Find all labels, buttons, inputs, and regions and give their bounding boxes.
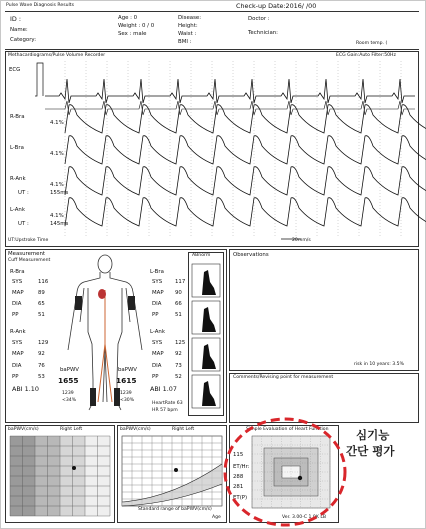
heart-rate-line2: HR 57 bpm (152, 408, 178, 413)
r-bra-label: R-Bra (10, 269, 25, 275)
r-ank-map-value: 92 (38, 351, 45, 357)
l-bapwv-label: baPWV (118, 367, 137, 373)
observations-title: Observations (233, 252, 269, 258)
waist-field: Waist : (178, 31, 197, 37)
doctor-field: Doctor : (248, 16, 270, 22)
r-bapwv-sub1: 1239 (62, 391, 74, 396)
l-bra-dia-value: 66 (175, 301, 182, 307)
channel-r-ank-ut: UT : (18, 190, 29, 196)
id-field: ID : (10, 15, 21, 23)
ecg-label: ECG (9, 67, 21, 73)
pvr-trace (65, 136, 426, 164)
l-bapwv-sub1: 1239 (120, 391, 132, 396)
l-ank-pp-value: 52 (175, 374, 182, 380)
l-ank-sys-label: SYS (152, 340, 163, 346)
category-field: Category: (10, 37, 37, 43)
l-bapwv-sub2: <30% (120, 398, 135, 403)
channel-l-bra-name: L-Bra (10, 145, 24, 151)
l-ank-label: L-Ank (150, 329, 165, 335)
observations-risk: risk in 10 years: 3.5% (354, 362, 404, 367)
chart-right-footer: Ver. 3.00-C 1.0K LB (282, 515, 327, 520)
r-bra-map-value: 89 (38, 290, 45, 296)
chart-right-val-1: ET/Hr: (233, 464, 250, 470)
pvr-trace (65, 198, 426, 226)
r-ank-dia-value: 76 (38, 363, 45, 369)
r-ank-label: R-Ank (10, 329, 26, 335)
ecg-calibration (35, 63, 43, 96)
l-bra-map-label: MAP (152, 290, 164, 296)
chart-left-grid (10, 436, 110, 518)
chart-right-val-2: 288 (233, 474, 244, 480)
highlight-circle (222, 416, 352, 528)
l-bra-sys-value: 117 (175, 279, 186, 285)
r-bra-pp-label: PP (12, 312, 19, 318)
chart-left-title: baPWV(cm/s) (8, 427, 39, 432)
channel-l-ank-name: L-Ank (10, 207, 25, 213)
l-ank-map-value: 92 (175, 351, 182, 357)
l-bra-label: L-Bra (150, 269, 164, 275)
mini-pvr-traces (188, 262, 224, 412)
measurement-title: Measurement (8, 251, 46, 257)
height-field: Height: (178, 23, 198, 29)
header-rule (5, 11, 419, 12)
chart-mid-point (174, 468, 178, 472)
channel-l-ank-ut-value: 145ms (50, 221, 69, 227)
chart-right-val-4: ET(P) (233, 495, 248, 501)
r-ank-sys-label: SYS (12, 340, 23, 346)
waveform-settings: ECG Gain:Auto Filter:50Hz (336, 53, 396, 58)
l-ank-map-label: MAP (152, 351, 164, 357)
channel-l-ank-ut: UT : (18, 221, 29, 227)
annotation-line2: 간단 평가 (346, 444, 395, 458)
mini-label: ABnorm (192, 253, 211, 258)
r-abi: ABI 1.10 (12, 385, 39, 393)
checkup-date: Check-up Date:2016/ /00 (236, 2, 317, 10)
r-bapwv-sub2: <34% (62, 398, 77, 403)
l-bra-map-value: 90 (175, 290, 182, 296)
waveform-footer: UT:Upstroke Time (8, 238, 49, 243)
r-bra-sys-value: 116 (38, 279, 49, 285)
annotation-line1: 심기능 (356, 428, 390, 442)
report-title: Pulse Wave Diagnosis Results (6, 3, 75, 8)
chart-mid-grid (122, 436, 222, 516)
r-ank-pp-label: PP (12, 374, 19, 380)
l-ank-pp-label: PP (152, 374, 159, 380)
l-bapwv-value: 1615 (116, 376, 137, 385)
age-field: Age : 0 (118, 15, 138, 21)
l-bra-pp-value: 51 (175, 312, 182, 318)
ecg-trace (45, 79, 415, 103)
r-bapwv-value: 1655 (58, 376, 79, 385)
disease-field: Disease: (178, 15, 202, 21)
r-bra-sys-label: SYS (12, 279, 23, 285)
chart-right-val-0: 115 (233, 452, 244, 458)
technician-field: Technician: (248, 30, 278, 36)
observations-panel (229, 249, 419, 371)
r-bra-map-label: MAP (12, 290, 24, 296)
measurement-subtitle: Cuff Measurement (8, 258, 51, 263)
channel-l-bra-value: 4.1% (50, 151, 64, 157)
chart-mid-legend: Right Left (172, 427, 195, 432)
channel-r-ank-value: 4.1% (50, 182, 64, 188)
r-bra-dia-value: 65 (38, 301, 45, 307)
chart-left-point (72, 466, 76, 470)
pvr-trace (65, 167, 426, 195)
l-abi: ABI 1.07 (150, 385, 177, 393)
sex-field: Sex : male (118, 31, 147, 37)
r-ank-map-label: MAP (12, 351, 24, 357)
r-bra-dia-label: DIA (12, 301, 22, 307)
l-ank-dia-label: DIA (152, 363, 162, 369)
chart-mid-title: baPWV(cm/s) (120, 427, 151, 432)
waveform-title: Methacardiograms/Pulse Volume Recorder (8, 53, 106, 58)
channel-r-ank-ut-value: 155ms (50, 190, 69, 196)
ecg-rhythm-trace (45, 101, 415, 115)
weight-field: Weight : 0 / 0 (118, 23, 155, 29)
room-temp-field: Room temp. ( (356, 41, 388, 46)
channel-r-bra-name: R-Bra (10, 114, 25, 120)
chart-right-title: Simple Evaluation of Heart Function (246, 427, 329, 432)
chart-left-legend: Right Left (60, 427, 83, 432)
r-bapwv-label: baPWV (60, 367, 79, 373)
l-ank-sys-value: 125 (175, 340, 186, 346)
chart-mid-axis-end: Age (212, 515, 221, 520)
name-field: Name: (10, 27, 28, 33)
channel-r-ank-name: R-Ank (10, 176, 26, 182)
waveform-traces (5, 51, 419, 247)
r-ank-dia-label: DIA (12, 363, 22, 369)
bmi-field: BMI : (178, 39, 192, 45)
l-ank-dia-value: 73 (175, 363, 182, 369)
chart-mid-xaxis: Standard range of baPWV(cm/s) (138, 507, 212, 512)
r-bra-pp-value: 51 (38, 312, 45, 318)
r-ank-pp-value: 53 (38, 374, 45, 380)
channel-l-ank-value: 4.1% (50, 213, 64, 219)
header-bottom-rule (5, 49, 419, 50)
chart-right-val-3: 281 (233, 484, 244, 490)
l-bra-pp-label: PP (152, 312, 159, 318)
waveform-scale: 20mm/s (292, 238, 311, 243)
l-bra-dia-label: DIA (152, 301, 162, 307)
heart-rate-line1: HeartRate 63 (152, 401, 183, 406)
channel-r-bra-value: 4.1% (50, 120, 64, 126)
r-ank-sys-value: 129 (38, 340, 49, 346)
comments-title: Comments/Revising point for measurement (233, 375, 334, 380)
l-bra-sys-label: SYS (152, 279, 163, 285)
